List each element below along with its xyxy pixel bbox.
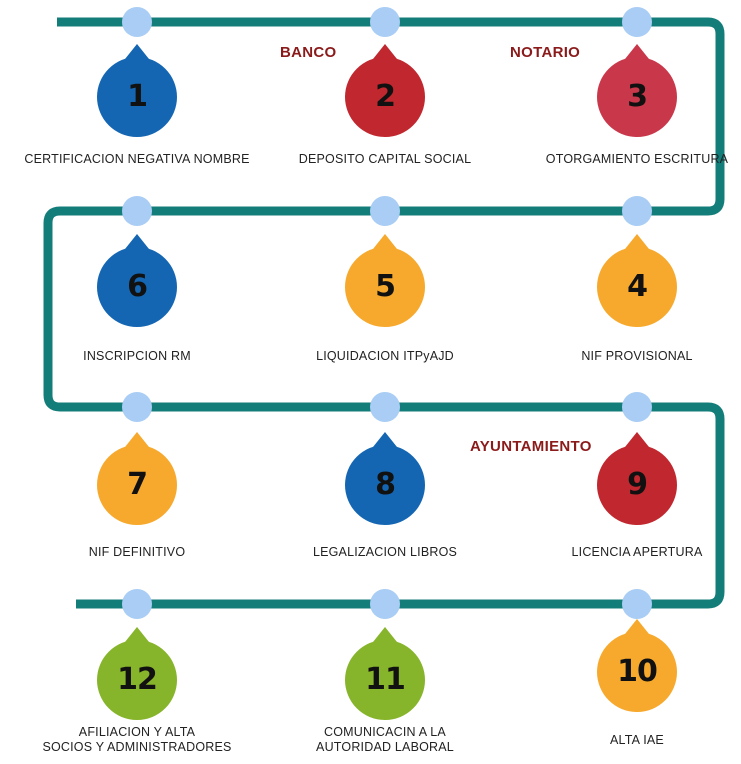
step-number: 7: [127, 467, 147, 502]
step-number: 3: [627, 79, 647, 114]
track-node: [370, 589, 400, 619]
step-label: LIQUIDACION ITPyAJD: [316, 349, 454, 363]
step-marker: [344, 626, 426, 722]
step-label: AFILIACION Y ALTA SOCIOS Y ADMINISTRADORES: [42, 725, 232, 754]
step-label: LICENCIA APERTURA: [571, 545, 703, 559]
track-node: [622, 392, 652, 422]
step-label: LEGALIZACION LIBROS: [312, 545, 458, 559]
step-marker: [596, 618, 678, 714]
track-node: [622, 7, 652, 37]
step-marker: [344, 431, 426, 527]
step-marker: [344, 233, 426, 329]
track-node: [122, 589, 152, 619]
step-label: CERTIFICACION NEGATIVA NOMBRE: [24, 152, 250, 166]
step-label: COMUNICACIN A LA AUTORIDAD LABORAL: [316, 725, 454, 754]
entity-label-notario: NOTARIO: [510, 44, 581, 61]
step-number: 1: [127, 79, 147, 114]
track-node: [622, 589, 652, 619]
step-number: 4: [627, 269, 647, 304]
step-number: 11: [365, 662, 405, 697]
step-label: ALTA IAE: [610, 733, 664, 747]
step-label: OTORGAMIENTO ESCRITURA: [545, 152, 729, 166]
step-marker: [96, 233, 178, 329]
step-number: 9: [627, 467, 647, 502]
step-label: NIF DEFINITIVO: [88, 545, 186, 559]
track-node: [370, 7, 400, 37]
track-node: [370, 392, 400, 422]
entity-label-ayuntamiento: AYUNTAMIENTO: [470, 438, 592, 455]
step-number: 5: [375, 269, 395, 304]
track-node: [622, 196, 652, 226]
step-number: 8: [375, 467, 395, 502]
track-node: [122, 196, 152, 226]
step-label: DEPOSITO CAPITAL SOCIAL: [298, 152, 472, 166]
step-number: 12: [117, 662, 157, 697]
step-marker: [596, 431, 678, 527]
entity-label-banco: BANCO: [280, 44, 337, 61]
step-marker: [596, 43, 678, 139]
step-number: 6: [127, 269, 147, 304]
track-node: [122, 392, 152, 422]
step-label: INSCRIPCION RM: [83, 349, 191, 363]
step-marker: [96, 626, 178, 722]
track-node: [122, 7, 152, 37]
step-marker: [596, 233, 678, 329]
step-marker: [344, 43, 426, 139]
step-marker: [96, 431, 178, 527]
step-number: 2: [375, 79, 395, 114]
step-number: 10: [617, 654, 657, 689]
track-node: [370, 196, 400, 226]
step-marker: [96, 43, 178, 139]
step-label: NIF PROVISIONAL: [581, 349, 693, 363]
